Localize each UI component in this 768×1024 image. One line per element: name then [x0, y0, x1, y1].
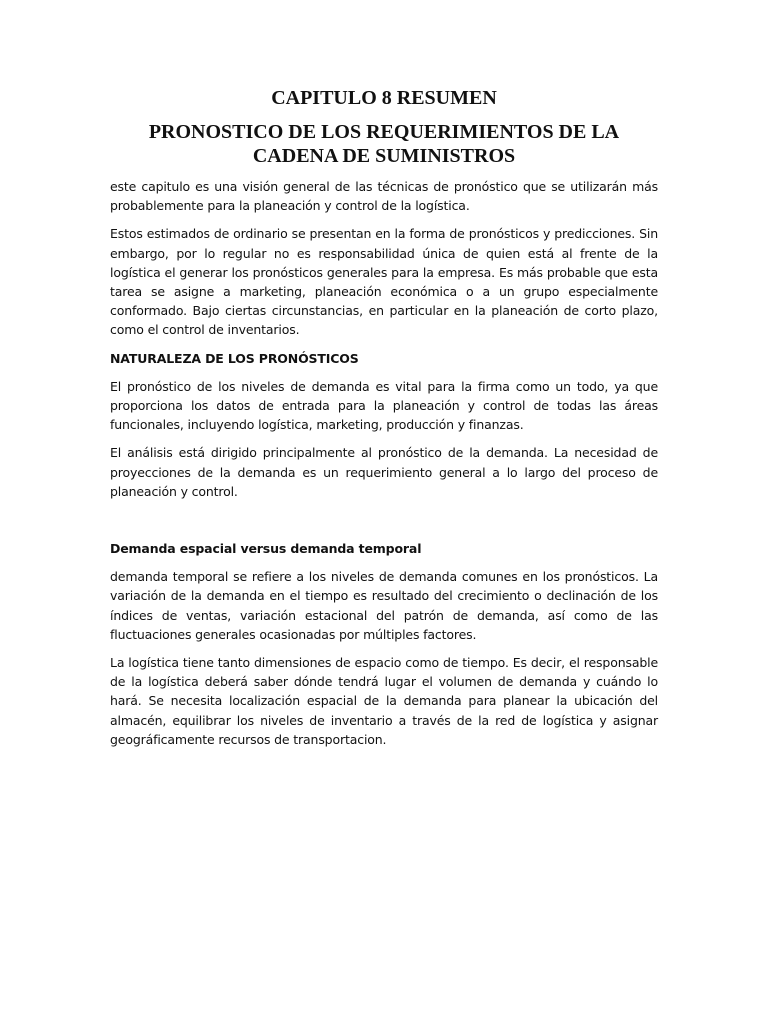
forecast-importance-paragraph: El pronóstico de los niveles de demanda es vital para la firma como un todo, ya que proporciona los datos de entrada para la planeación y control de todas las áreas funcionales, incluyendo logística, marketing, producción y finanzas.	[110, 378, 658, 433]
section-heading-naturaleza: NATURALEZA DE LOS PRONÓSTICOS	[110, 350, 359, 366]
temporal-demand-paragraph: demanda temporal se refiere a los niveles de demanda comunes en los pronósticos. La variación de la demanda en el tiempo es resultado del crecimiento o declinación de los índices de ventas, variación estacional del patrón de demanda, así como de las fluctuaciones generales ocasionadas por múltiples factores.	[110, 569, 658, 642]
demand-analysis-paragraph: El análisis está dirigido principalmente al pronóstico de la demanda. La necesidad de proyecciones de la demanda es un requerimiento general a lo largo del proceso de planeación y control.	[110, 445, 658, 499]
chapter-subtitle: PRONOSTICO DE LOS REQUERIMIENTOS DE LA CADENA DE SUMINISTROS	[148, 121, 620, 167]
document-body	[110, 177, 658, 758]
section-heading-demanda: Demanda espacial versus demanda temporal	[110, 541, 422, 557]
estimates-paragraph: Estos estimados de ordinario se presentan en la forma de pronósticos y predicciones. Sin embargo, por lo regular no es responsabilidad única de quien está al frente de la logística el generar los pronósticos generales para la empresa. Es más probable que esta tarea se asigne a marketing, planeación económica o a un grupo especialmente conformado. Bajo ciertas circunstancias, en particular en la planeación de corto plazo, como el control de inventarios.	[110, 226, 658, 338]
chapter-title: CAPITULO 8 RESUMEN	[271, 87, 497, 109]
logistics-dimensions-paragraph: La logística tiene tanto dimensiones de espacio como de tiempo. Es decir, el responsable de la logística deberá saber dónde tendrá lugar el volumen de demanda y cuándo lo hará. Se necesita localización espacial de la demanda para planear la ubicación del almacén, equilibrar los niveles de inventario a través de la red de logística y asignar geográficamente recursos de transportacion.	[110, 655, 658, 747]
intro-paragraph: este capitulo es una visión general de las técnicas de pronóstico que se utilizarán más probablemente para la planeación y control de la logística.	[110, 179, 658, 214]
